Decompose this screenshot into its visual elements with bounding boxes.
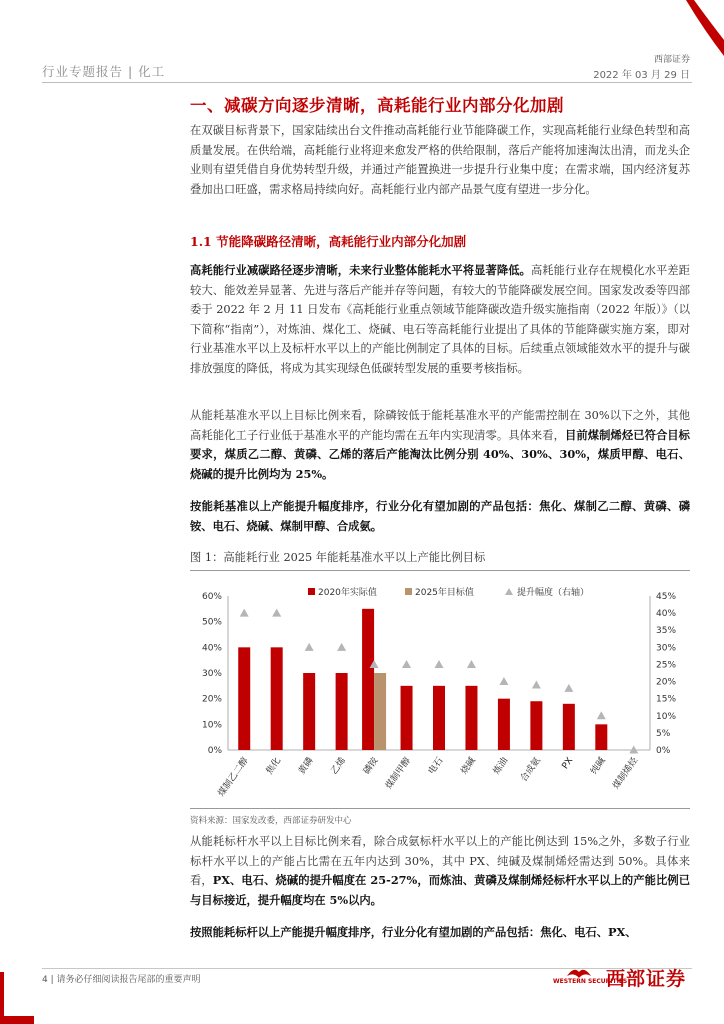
change-marker [629,746,638,754]
logo-english: WESTERN SECURITIES [553,978,628,985]
paragraph-2-body: 从能耗基准水平以上目标比例来看，除磷铵低于能耗基准水平的产能需控制在 30%以下之外，其他高耗能化工子行业低于基准水平的产能均需在五年内实现清零。具体来看， [190,409,690,442]
x-axis-category-label: 乙烯 [329,755,349,777]
paragraph-3 [190,497,690,536]
section-title: 一、减碳方向逐步清晰，高耗能行业内部分化加剧 [190,96,564,115]
page-number: 4 [42,975,48,985]
bar-2020-actual [362,609,374,750]
x-axis-category-label: 纯碱 [589,755,608,777]
paragraph-1-body: 高耗能行业存在规模化水平差距较大、能效差异显著、先进与落后产能并存等问题，有较大的节能降碳发展空间。国家发改委等四部委于 2022 年 2 月 11 日发布《高耗能行业重点领域节能降碳改造升级实施指南（2022 年版）》（以下简称“指南”），对炼油、煤化工、烧碱、电石等高耗能行业提出了具体的节能降碳实施方案，即对行业基准水平以上及标杆水平以上的产能比例制定了具体的目标。后续重点领域能效水平的提升与碳排放强度的降低，将成为其实现绿色低碳转型发展的重要考核指标。 [190,264,690,375]
x-axis-category-label: PX [560,755,576,772]
paragraph-5 [190,923,690,943]
right-axis-tick-label: 35% [656,626,677,637]
paragraph-1 [190,261,690,378]
bar-2020-actual [401,686,413,750]
figure-source: 资料来源：国家发改委，西部证券研发中心 [190,816,352,826]
change-marker [532,680,541,688]
right-axis-tick-label: 0% [656,746,671,756]
left-axis-tick-label: 0% [207,746,222,756]
left-axis-tick-label: 40% [201,643,222,654]
change-marker [597,711,606,719]
subsection-title: 1.1 节能降碳路径清晰，高耗能行业内部分化加剧 [190,234,467,249]
figure-title: 图 1：高能耗行业 2025 年能耗基准水平以上产能比例目标 [190,551,486,564]
paragraph-1-lead: 高耗能行业减碳路径逐步清晰，未来行业整体能耗水平将显著降低。 [190,263,531,277]
left-axis-tick-label: 60% [201,592,222,602]
paragraph-4-highlight: PX、电石、烧碱的提升幅度在 25-27%，而炼油、黄磷及煤制烯烃标杆水平以上的产能比例已与目标接近，提升幅度均在 5%以内。 [190,873,690,907]
paragraph-5-lead: 按照能耗标杆以上产能提升幅度排序，行业分化有望加剧的产品包括：焦化、电石、PX、 [190,925,637,939]
change-marker [564,684,573,692]
paragraph-3-lead: 按能耗基准以上产能提升幅度排序，行业分化有望加剧的产品包括：焦化、煤制乙二醇、黄磷、磷铵、电石、烧碱、煤制甲醇、合成氨。 [190,499,690,533]
bar-2020-actual [465,686,477,750]
x-axis-category-label: 磷铵 [362,755,381,777]
corner-decoration-bottom-left [0,972,34,1024]
change-marker [305,643,314,651]
right-axis-tick-label: 20% [656,677,677,688]
change-marker [435,660,444,668]
right-axis-tick-label: 40% [656,609,677,620]
report-category: 行业专题报告 | 化工 [42,64,166,79]
x-axis-category-label: 电石 [426,755,446,777]
x-axis-category-label: 煤制烯烃 [611,755,641,792]
left-axis-tick-label: 10% [201,720,222,731]
right-axis-tick-label: 30% [656,643,677,654]
bar-2020-actual [336,673,348,750]
change-marker [402,660,411,668]
footer-disclaimer: 4 | 请务必仔细阅读报告尾部的重要声明 [42,975,201,985]
paragraph-4-body: 从能耗标杆水平以上目标比例来看，除合成氨标杆水平以上的产能比例达到 15%之外，多数子行业标杆水平以上的产能占比需在五年内达到 30%，其中 PX、纯碱及煤制烯烃需达到 50%。具体来看， [190,835,690,887]
bar-2020-actual [271,647,283,750]
report-date: 2022 年 03 月 29 日 [593,70,690,81]
bar-2020-actual [433,686,445,750]
capacity-target-chart [190,572,690,806]
x-axis-category-label: 焦化 [264,755,284,777]
header-divider [42,82,692,83]
chart-legend [308,586,589,598]
x-axis-category-label: 合成氨 [519,755,543,784]
legend-label-2025: 2025年目标值 [415,588,474,598]
section-intro-paragraph: 在双碳目标背景下，国家陆续出台文件推动高耗能行业节能降碳工作，实现高耗能行业绿色转型和高质量发展。在供给端，高耗能行业将迎来愈发严格的供给限制，落后产能将加速淘汰出清，而龙头企业则有望凭借自身优势转型升级，并通过产能置换进一步提升行业集中度；在需求端，国内经济复苏叠加出口旺盛，需求格局持续向好。高耗能行业内部产品景气度有望进一步分化。 [190,124,690,196]
x-axis-category-label: 煤制甲醇 [384,755,413,792]
bar-2020-actual [498,699,510,750]
corner-decoration-top-right [664,0,724,60]
legend-label-change: 提升幅度（右轴） [517,588,590,598]
bar-2020-actual [238,647,250,750]
disclaimer-text: 请务必仔细阅读报告尾部的重要声明 [56,975,201,985]
left-axis-tick-label: 20% [201,694,222,705]
legend-label-2020: 2020年实际值 [318,588,377,598]
header-firm-name: 西部证券 [653,55,690,65]
bar-2020-actual [563,704,575,750]
x-axis-category-label: 烧碱 [459,755,478,777]
right-axis-tick-label: 15% [656,694,677,705]
x-axis-category-label: 黄磷 [297,755,316,777]
paragraph-2 [190,406,690,484]
change-marker [272,609,281,617]
change-marker [499,677,508,685]
right-axis-tick-label: 10% [656,711,677,722]
legend-swatch-change [505,588,513,595]
change-marker [240,609,249,617]
footer-divider [42,968,692,969]
left-axis-tick-label: 30% [201,669,222,679]
change-marker [467,660,476,668]
right-axis-tick-label: 25% [656,660,677,671]
right-axis-tick-label: 45% [656,592,677,602]
bar-2020-actual [595,724,607,750]
legend-swatch-2025 [405,588,412,595]
bar-2025-target [374,673,386,750]
change-marker [337,643,346,651]
right-axis-tick-label: 5% [656,728,671,739]
bar-2020-actual [530,701,542,750]
logo-chinese: 西部证券 [606,968,687,990]
figure-bottom-rule [190,808,690,809]
x-axis-category-label: 炼油 [491,755,511,777]
legend-swatch-2020 [308,588,315,595]
paragraph-2-highlight: 目前煤制烯烃已符合目标要求，煤质乙二醇、黄磷、乙烯的落后产能淘汰比例分别 40%、30%、30%，煤质甲醇、电石、烧碱的提升比例均为 25%。 [190,427,690,481]
paragraph-4 [190,832,690,910]
x-axis-category-label: 煤制乙二醇 [216,755,251,799]
figure-top-rule [190,570,690,571]
bar-2020-actual [303,673,315,750]
left-axis-tick-label: 50% [201,617,222,628]
